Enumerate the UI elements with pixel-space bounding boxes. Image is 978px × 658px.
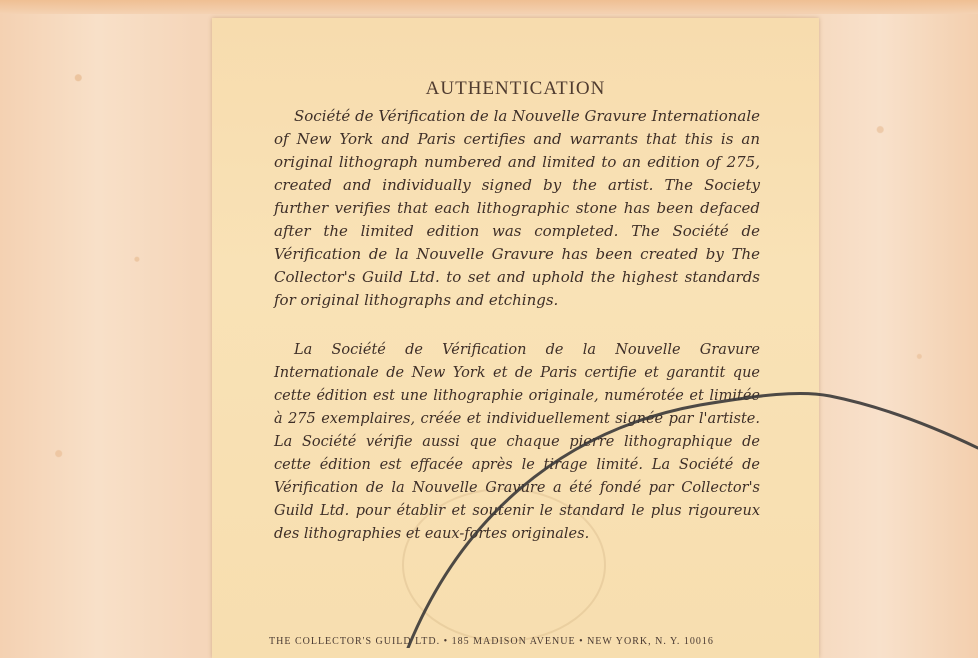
publisher-footer: THE COLLECTOR'S GUILD LTD. • 185 MADISON AVENUE • NEW YORK, N. Y. 10016	[269, 636, 714, 647]
certificate-title: AUTHENTICATION	[425, 78, 606, 99]
french-paragraph: La Société de Vérification de la Nouvelle Gravure Internationale de New York et de Paris certifie et garantit que cette édition est une lithographie originale, numérotée et limitée à 275 exemplaires, créée et individuellement signée par l'artiste. La Société vérifie aussi que chaque pierre lithographique de cette édition est effacée après le tirage limité. La Société de Vérification de la Nouvelle Gravure a été fondé par Collector's Guild Ltd. pour établir et soutenir le standard le plus rigoureux des lithographies et eaux-fortes originales.	[274, 342, 760, 542]
english-paragraph: Société de Vérification de la Nouvelle Gravure Internationale of New York and Paris certifies and warrants that this is an original lithograph numbered and limited to an edition of 275, created and individually signed by the artist. The Society further verifies that each lithographic stone has been defaced after the limited edition was completed. The Société de Vérification de la Nouvelle Gravure has been created by The Collector's Guild Ltd. to set and uphold the highest standards for original lithographs and etchings.	[274, 107, 760, 309]
